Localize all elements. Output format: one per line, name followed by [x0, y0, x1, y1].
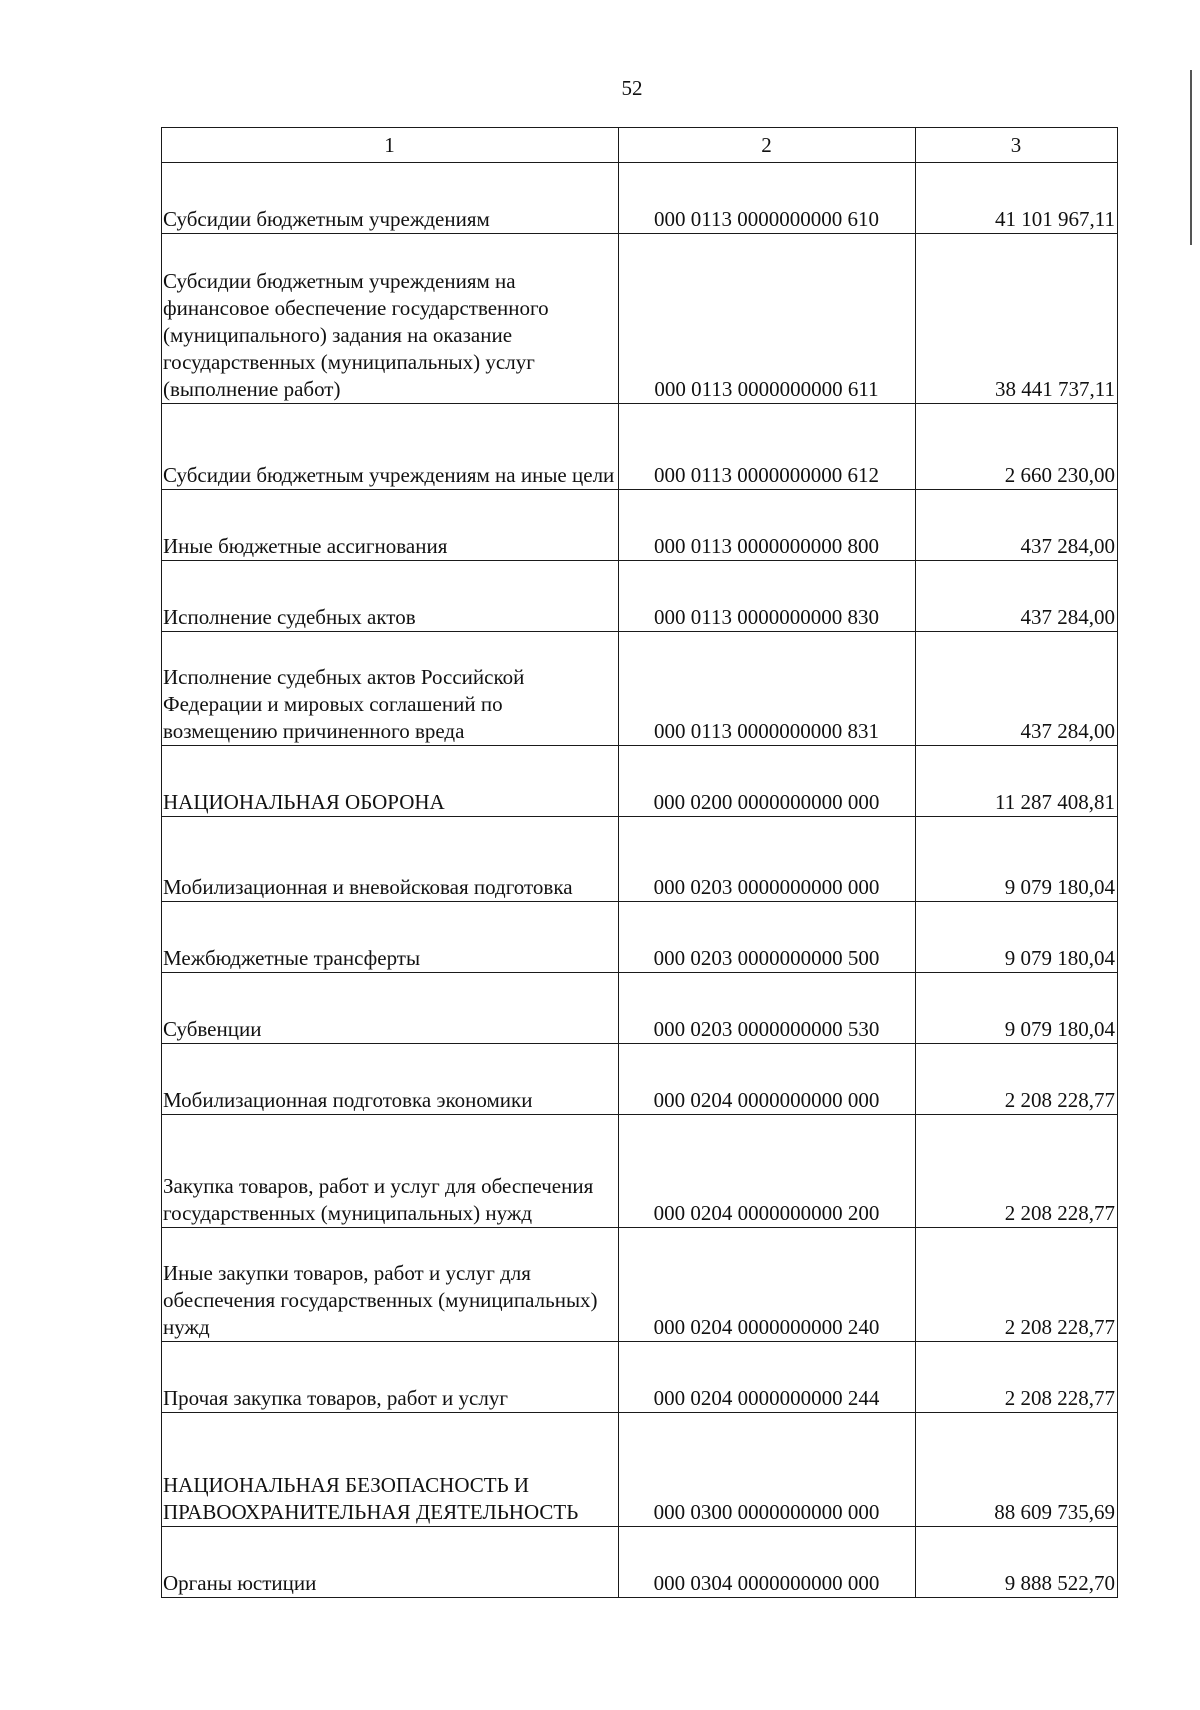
- table-row: [162, 902, 1118, 973]
- row-name: Исполнение судебных актов: [162, 561, 619, 632]
- row-code: 000 0204 0000000000 000: [619, 1044, 916, 1115]
- row-name: Субсидии бюджетным учреждениям на иные цели: [162, 404, 619, 490]
- row-amount: 9 079 180,04: [916, 817, 1118, 902]
- row-name: Прочая закупка товаров, работ и услуг: [162, 1342, 619, 1413]
- row-amount: 2 208 228,77: [916, 1115, 1118, 1228]
- row-name: Субсидии бюджетным учреждениям: [162, 163, 619, 234]
- budget-table: [161, 127, 1118, 1598]
- row-code: 000 0203 0000000000 500: [619, 902, 916, 973]
- row-name: Мобилизационная и вневойсковая подготовка: [162, 817, 619, 902]
- table-row: [162, 1527, 1118, 1598]
- table-row: [162, 973, 1118, 1044]
- row-amount: 2 208 228,77: [916, 1044, 1118, 1115]
- row-amount: 437 284,00: [916, 632, 1118, 746]
- table-row: [162, 234, 1118, 404]
- row-amount: 437 284,00: [916, 490, 1118, 561]
- row-code: 000 0300 0000000000 000: [619, 1413, 916, 1527]
- row-amount: 2 208 228,77: [916, 1342, 1118, 1413]
- row-amount: 9 079 180,04: [916, 973, 1118, 1044]
- row-code: 000 0113 0000000000 611: [619, 234, 916, 404]
- row-amount: 88 609 735,69: [916, 1413, 1118, 1527]
- row-code: 000 0204 0000000000 240: [619, 1228, 916, 1342]
- row-name: Субвенции: [162, 973, 619, 1044]
- table-row: [162, 632, 1118, 746]
- row-amount: 38 441 737,11: [916, 234, 1118, 404]
- row-code: 000 0204 0000000000 244: [619, 1342, 916, 1413]
- table-row: [162, 561, 1118, 632]
- table-row: [162, 1228, 1118, 1342]
- row-amount: 2 208 228,77: [916, 1228, 1118, 1342]
- row-code: 000 0304 0000000000 000: [619, 1527, 916, 1598]
- row-name: Закупка товаров, работ и услуг для обеспечения государственных (муниципальных) нужд: [162, 1115, 619, 1228]
- row-name: Органы юстиции: [162, 1527, 619, 1598]
- row-code: 000 0113 0000000000 830: [619, 561, 916, 632]
- row-code: 000 0113 0000000000 831: [619, 632, 916, 746]
- row-code: 000 0113 0000000000 610: [619, 163, 916, 234]
- table-row: [162, 1413, 1118, 1527]
- row-code: 000 0113 0000000000 800: [619, 490, 916, 561]
- column-header-1: 1: [162, 128, 619, 163]
- row-name: НАЦИОНАЛЬНАЯ ОБОРОНА: [162, 746, 619, 817]
- row-code: 000 0113 0000000000 612: [619, 404, 916, 490]
- row-code: 000 0203 0000000000 530: [619, 973, 916, 1044]
- row-code: 000 0203 0000000000 000: [619, 817, 916, 902]
- table-row: [162, 1044, 1118, 1115]
- column-header-2: 2: [619, 128, 916, 163]
- row-amount: 11 287 408,81: [916, 746, 1118, 817]
- row-name: Субсидии бюджетным учреждениям на финансовое обеспечение государственного (муниципального) задания на оказание государственных (муниципальных) услуг (выполнение работ): [162, 234, 619, 404]
- row-code: 000 0204 0000000000 200: [619, 1115, 916, 1228]
- row-amount: 2 660 230,00: [916, 404, 1118, 490]
- row-name: Мобилизационная подготовка экономики: [162, 1044, 619, 1115]
- row-code: 000 0200 0000000000 000: [619, 746, 916, 817]
- row-name: Иные бюджетные ассигнования: [162, 490, 619, 561]
- row-name: НАЦИОНАЛЬНАЯ БЕЗОПАСНОСТЬ И ПРАВООХРАНИТЕЛЬНАЯ ДЕЯТЕЛЬНОСТЬ: [162, 1413, 619, 1527]
- row-amount: 9 079 180,04: [916, 902, 1118, 973]
- row-name: Исполнение судебных актов Российской Федерации и мировых соглашений по возмещению причиненного вреда: [162, 632, 619, 746]
- row-name: Межбюджетные трансферты: [162, 902, 619, 973]
- column-header-3: 3: [916, 128, 1118, 163]
- row-amount: 41 101 967,11: [916, 163, 1118, 234]
- table-row: [162, 163, 1118, 234]
- table-row: [162, 1342, 1118, 1413]
- table-row: [162, 490, 1118, 561]
- table-row: [162, 746, 1118, 817]
- row-amount: 437 284,00: [916, 561, 1118, 632]
- table-row: [162, 1115, 1118, 1228]
- row-amount: 9 888 522,70: [916, 1527, 1118, 1598]
- row-name: Иные закупки товаров, работ и услуг для обеспечения государственных (муниципальных) нужд: [162, 1228, 619, 1342]
- table-row: [162, 817, 1118, 902]
- scan-edge-mark: [1190, 70, 1192, 245]
- table-row: [162, 404, 1118, 490]
- header-row: [162, 128, 1118, 163]
- page-number: 52: [621, 76, 643, 100]
